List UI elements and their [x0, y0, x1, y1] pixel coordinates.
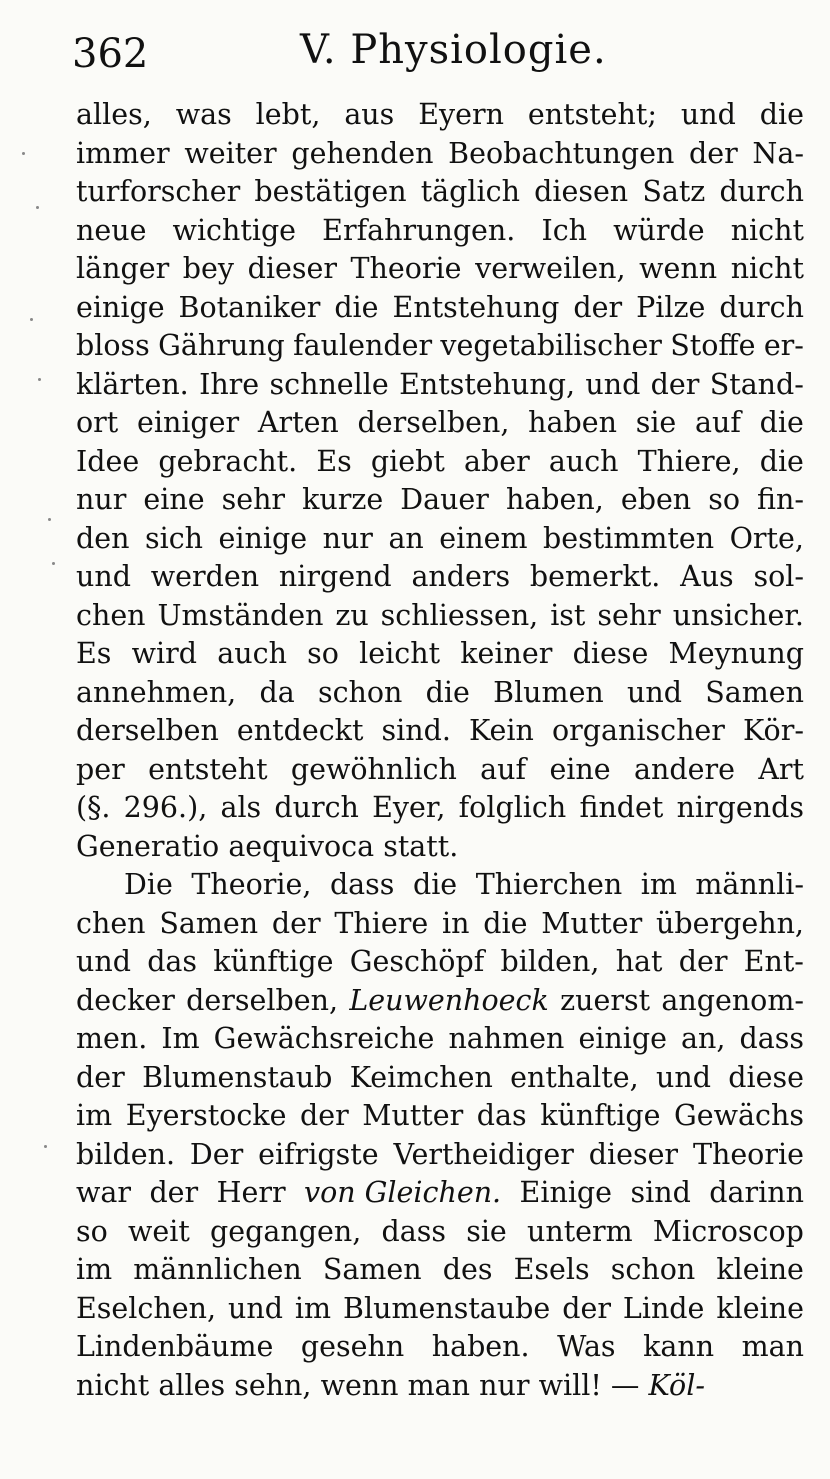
text-line [76, 828, 804, 867]
word: organischer [552, 714, 725, 747]
word: Theorie [692, 1137, 804, 1171]
word: Samen [322, 1253, 422, 1286]
word: Satz [642, 175, 706, 208]
word: (§. [76, 791, 111, 824]
word: nur [479, 1368, 530, 1402]
text-line [76, 597, 804, 636]
word: Stand- [709, 367, 804, 401]
word: Der [189, 1137, 244, 1171]
word: Dauer [400, 483, 489, 516]
word: dieser [588, 1137, 679, 1171]
word: übergehn, [656, 906, 804, 940]
word: sind. [381, 714, 451, 747]
word: statt. [383, 829, 459, 863]
word: sie [466, 1214, 507, 1248]
word: kleine [716, 1253, 804, 1286]
word: dieser [247, 252, 337, 285]
word: Esels [513, 1253, 590, 1286]
word: Leuwenhoeck [349, 983, 549, 1017]
word: sie [635, 406, 677, 439]
word: diese [728, 1060, 804, 1094]
word: in [442, 906, 470, 940]
word: war [76, 1176, 132, 1209]
word: men. [76, 1022, 148, 1055]
word: und [76, 560, 131, 593]
word: fin- [757, 483, 804, 516]
word: sehr [597, 598, 661, 632]
text-line [76, 520, 804, 559]
word: Keimchen [349, 1060, 493, 1094]
word: per [76, 752, 125, 786]
text-line [76, 943, 804, 982]
word: der [688, 136, 738, 170]
speck [36, 206, 39, 209]
word: nur [76, 483, 127, 516]
word: Gewächsreiche [213, 1022, 435, 1055]
word: auf [695, 406, 741, 439]
word: Generatio [76, 829, 220, 863]
word: anders [411, 560, 511, 593]
word: gesehn [300, 1330, 405, 1363]
word: durch [719, 290, 804, 324]
word: würde [613, 213, 705, 247]
text-line [76, 1251, 804, 1290]
text-line [76, 1020, 804, 1059]
speck [30, 318, 33, 321]
word: der [76, 1060, 125, 1094]
word: schon [610, 1253, 696, 1286]
word: Beobachtungen [448, 136, 675, 170]
word: aus [344, 98, 395, 131]
word: faulender [293, 329, 433, 362]
word: haben, [505, 483, 604, 516]
text-line [76, 404, 804, 443]
word: dass [329, 868, 395, 901]
word: man [741, 1330, 804, 1363]
word: gegangen, [210, 1214, 362, 1248]
word: bestimmten [543, 521, 715, 555]
text-line [76, 905, 804, 944]
text-line [76, 135, 804, 174]
word: im [640, 868, 677, 901]
text-line [76, 866, 804, 905]
word: Thiere, [637, 444, 741, 478]
word: Blumenstaube [343, 1291, 551, 1325]
word: kleine [716, 1291, 804, 1325]
word: im [294, 1291, 332, 1325]
word: und [76, 945, 131, 978]
word: immer [76, 136, 170, 170]
word: so [307, 637, 339, 670]
text-line [76, 212, 804, 251]
word: angenom- [661, 983, 804, 1017]
word: nirgends [676, 791, 804, 824]
word: derselben, [186, 983, 339, 1017]
word: die [759, 98, 804, 131]
word: lebt, [255, 98, 321, 131]
word: einiger [136, 406, 240, 439]
word: im [76, 1099, 113, 1132]
text-line [76, 1136, 804, 1175]
word: schon [317, 675, 403, 709]
word: künftige [213, 945, 334, 978]
word: Gährung [158, 329, 285, 362]
word: Samen [159, 906, 259, 940]
text-line [76, 1290, 804, 1329]
word: Art [758, 752, 804, 786]
word: was [175, 98, 232, 131]
word: bilden, [500, 945, 600, 978]
word: männlichen [133, 1253, 302, 1286]
word: sehr [221, 483, 286, 516]
word: eine [143, 483, 205, 516]
word: Botaniker [178, 290, 321, 324]
word: — [610, 1368, 640, 1402]
body-text [76, 96, 804, 1405]
word: keiner [460, 637, 553, 670]
text-line [76, 635, 804, 674]
word: die [412, 868, 458, 901]
word: Thierchen [475, 868, 623, 901]
word: unterm [527, 1214, 633, 1248]
word: entsteht [148, 752, 268, 786]
page-header [72, 14, 772, 80]
speck [22, 152, 25, 155]
word: nirgend [278, 560, 392, 593]
word: einige [76, 290, 165, 324]
page-number: 362 [72, 31, 149, 77]
word: der [562, 1291, 611, 1325]
word: so [708, 483, 740, 516]
word: und [680, 98, 736, 131]
text-line [76, 712, 804, 751]
word: sol- [753, 560, 804, 593]
word: Umständen [157, 598, 324, 632]
text-line [76, 1097, 804, 1136]
word: Entstehung [392, 290, 560, 324]
word: als [220, 791, 262, 824]
word: die [425, 675, 470, 709]
word: kann [643, 1330, 715, 1363]
word: den [76, 521, 130, 555]
word: länger [76, 252, 170, 285]
word: nahmen [448, 1022, 565, 1055]
word: Geschöpf [349, 945, 485, 978]
word: nicht [730, 252, 804, 285]
running-title: V. Physiologie. [300, 27, 607, 73]
word: derselben, [357, 406, 510, 439]
word: an [388, 521, 424, 555]
word: Mutter [362, 1099, 464, 1132]
text-line [76, 327, 804, 366]
word: nicht [730, 213, 804, 247]
word: weiter [184, 136, 277, 170]
word: auch [217, 637, 287, 670]
word: und [627, 675, 682, 709]
word: einige [578, 1022, 667, 1055]
word: wenn [320, 1368, 399, 1402]
text-line [76, 1174, 804, 1213]
word: das [476, 1099, 527, 1132]
word: folglich [458, 791, 567, 824]
word: andere [634, 752, 735, 786]
word: Erfahrungen. [322, 213, 516, 247]
word: so [76, 1214, 108, 1248]
word: Idee [76, 444, 140, 478]
text-line [76, 982, 804, 1021]
word: Eselchen, [76, 1291, 217, 1325]
word: zu [335, 598, 369, 632]
word: wenn [639, 252, 718, 285]
text-line [76, 443, 804, 482]
word: die [483, 906, 528, 940]
word: des [442, 1253, 493, 1286]
word: bemerkt. [529, 560, 661, 593]
word: Eyern [418, 98, 504, 131]
word: wird [131, 637, 198, 670]
word: enthalte, [510, 1060, 639, 1094]
word: die [759, 406, 804, 439]
word: Aus [680, 560, 734, 593]
word: chen [76, 906, 146, 940]
word: darinn [709, 1176, 804, 1209]
text-line [76, 173, 804, 212]
word: dass [381, 1214, 446, 1248]
speck [52, 562, 55, 565]
word: bilden. [76, 1137, 175, 1171]
word: schliessen, [380, 598, 539, 632]
word: gewöhnlich [290, 752, 457, 786]
word: bestätigen [254, 175, 407, 208]
text-line [76, 366, 804, 405]
text-line [76, 751, 804, 790]
word: Die [124, 868, 173, 901]
word: die [334, 290, 379, 324]
word: Theorie [350, 252, 462, 285]
text-line [76, 481, 804, 520]
word: Ich [541, 213, 588, 247]
word: alles [158, 1368, 226, 1402]
text-line [76, 1328, 804, 1367]
word: sehn, [234, 1368, 312, 1402]
word: Was [557, 1330, 616, 1363]
word: Lindenbäume [76, 1330, 274, 1363]
word: aequivoca [228, 829, 375, 863]
word: Herr [216, 1176, 286, 1209]
word: auf [480, 752, 527, 786]
word: der [271, 906, 321, 940]
word: nur [322, 521, 373, 555]
word: Thiere [334, 906, 429, 940]
word: klärten. [76, 367, 189, 401]
word: auch [548, 444, 619, 478]
word: und [227, 1291, 283, 1325]
word: der [300, 1099, 349, 1132]
word: vegetabilischer [440, 329, 662, 362]
word: sind [630, 1176, 691, 1209]
word: da [259, 675, 295, 709]
word: eine [549, 752, 611, 786]
word: Eyerstocke [125, 1099, 287, 1132]
speck [48, 518, 51, 521]
word: chen [76, 598, 146, 632]
word: wichtige [172, 213, 297, 247]
word: durch [719, 175, 804, 208]
word: Vertheidiger [393, 1137, 574, 1171]
word: durch [274, 791, 359, 824]
text-line [76, 289, 804, 328]
margin-specks [0, 0, 60, 1479]
word: Linde [622, 1291, 705, 1325]
word: Arten [257, 406, 339, 439]
speck [44, 1145, 47, 1148]
word: Na- [752, 136, 804, 170]
speck [38, 378, 41, 381]
word: hat [615, 945, 663, 978]
word: Pilze [636, 290, 706, 324]
word: der [650, 367, 700, 401]
text-line [76, 789, 804, 828]
word: Gewächs [674, 1099, 804, 1132]
word: und [585, 367, 641, 401]
word: der [678, 945, 728, 978]
text-line [76, 1059, 804, 1098]
word: schnelle [269, 367, 389, 401]
text-line [76, 96, 804, 135]
word: Blumen [493, 675, 604, 709]
word: von Gleichen. [303, 1176, 502, 1209]
word: männli- [695, 868, 804, 901]
word: findet [579, 791, 664, 824]
word: sich [144, 521, 204, 555]
word: annehmen, [76, 675, 237, 709]
word: einem [439, 521, 528, 555]
word: Stoffe [670, 329, 756, 362]
word: 296.), [123, 791, 208, 824]
text-line [76, 1367, 804, 1406]
word: im [76, 1253, 113, 1286]
word: Kein [469, 714, 534, 747]
word: haben [528, 406, 617, 439]
word: Ihre [199, 367, 260, 401]
word: nicht [76, 1368, 150, 1402]
word: neue [76, 213, 147, 247]
text-line [76, 250, 804, 289]
word: ort [76, 406, 119, 439]
word: der [149, 1176, 199, 1209]
word: diese [572, 637, 649, 670]
word: aber [463, 444, 530, 478]
word: gehenden [291, 136, 434, 170]
word: Samen [705, 675, 804, 709]
word: und [655, 1060, 711, 1094]
text-line [76, 674, 804, 713]
word: unsicher. [672, 598, 804, 632]
word: Es [76, 637, 112, 670]
word: Blumenstaub [142, 1060, 333, 1094]
word: haben. [431, 1330, 530, 1363]
word: Microscop [652, 1214, 804, 1248]
word: dass [739, 1022, 804, 1055]
word: der [573, 290, 623, 324]
word: Meynung [668, 637, 804, 670]
word: diesen [534, 175, 629, 208]
word: er- [763, 329, 804, 362]
word: das [147, 945, 198, 978]
word: die [759, 444, 804, 478]
word: Theorie, [191, 868, 312, 901]
word: giebt [370, 444, 445, 478]
word: an, [681, 1022, 726, 1055]
word: Kör- [743, 714, 804, 747]
text-line [76, 558, 804, 597]
word: Köl- [648, 1368, 705, 1402]
word: weit [128, 1214, 190, 1248]
word: Eyer, [372, 791, 446, 824]
word: Im [161, 1022, 200, 1055]
word: Einige [519, 1176, 613, 1209]
word: verweilen, [475, 252, 626, 285]
word: kurze [302, 483, 384, 516]
word: Mutter [541, 906, 643, 940]
word: einige [218, 521, 308, 555]
word: Orte, [729, 521, 804, 555]
word: Ent- [743, 945, 804, 978]
word: ist [550, 598, 586, 632]
word: will! [538, 1368, 602, 1402]
word: alles, [76, 98, 152, 131]
word: gebracht. [158, 444, 298, 478]
word: werden [150, 560, 260, 593]
word: turforscher [76, 175, 241, 208]
word: bey [182, 252, 235, 285]
word: bloss [76, 329, 150, 362]
word: leicht [359, 637, 441, 670]
word: täglich [420, 175, 520, 208]
text-line [76, 1213, 804, 1252]
word: eben [620, 483, 692, 516]
word: man [407, 1368, 471, 1402]
word: decker [76, 983, 175, 1017]
word: künftige [540, 1099, 661, 1132]
word: entdeckt [236, 714, 364, 747]
word: entsteht; [527, 98, 657, 131]
word: derselben [76, 714, 219, 747]
word: Es [316, 444, 352, 478]
word: zuerst [560, 983, 651, 1017]
word: Entstehung, [399, 367, 576, 401]
word: eifrigste [258, 1137, 379, 1171]
